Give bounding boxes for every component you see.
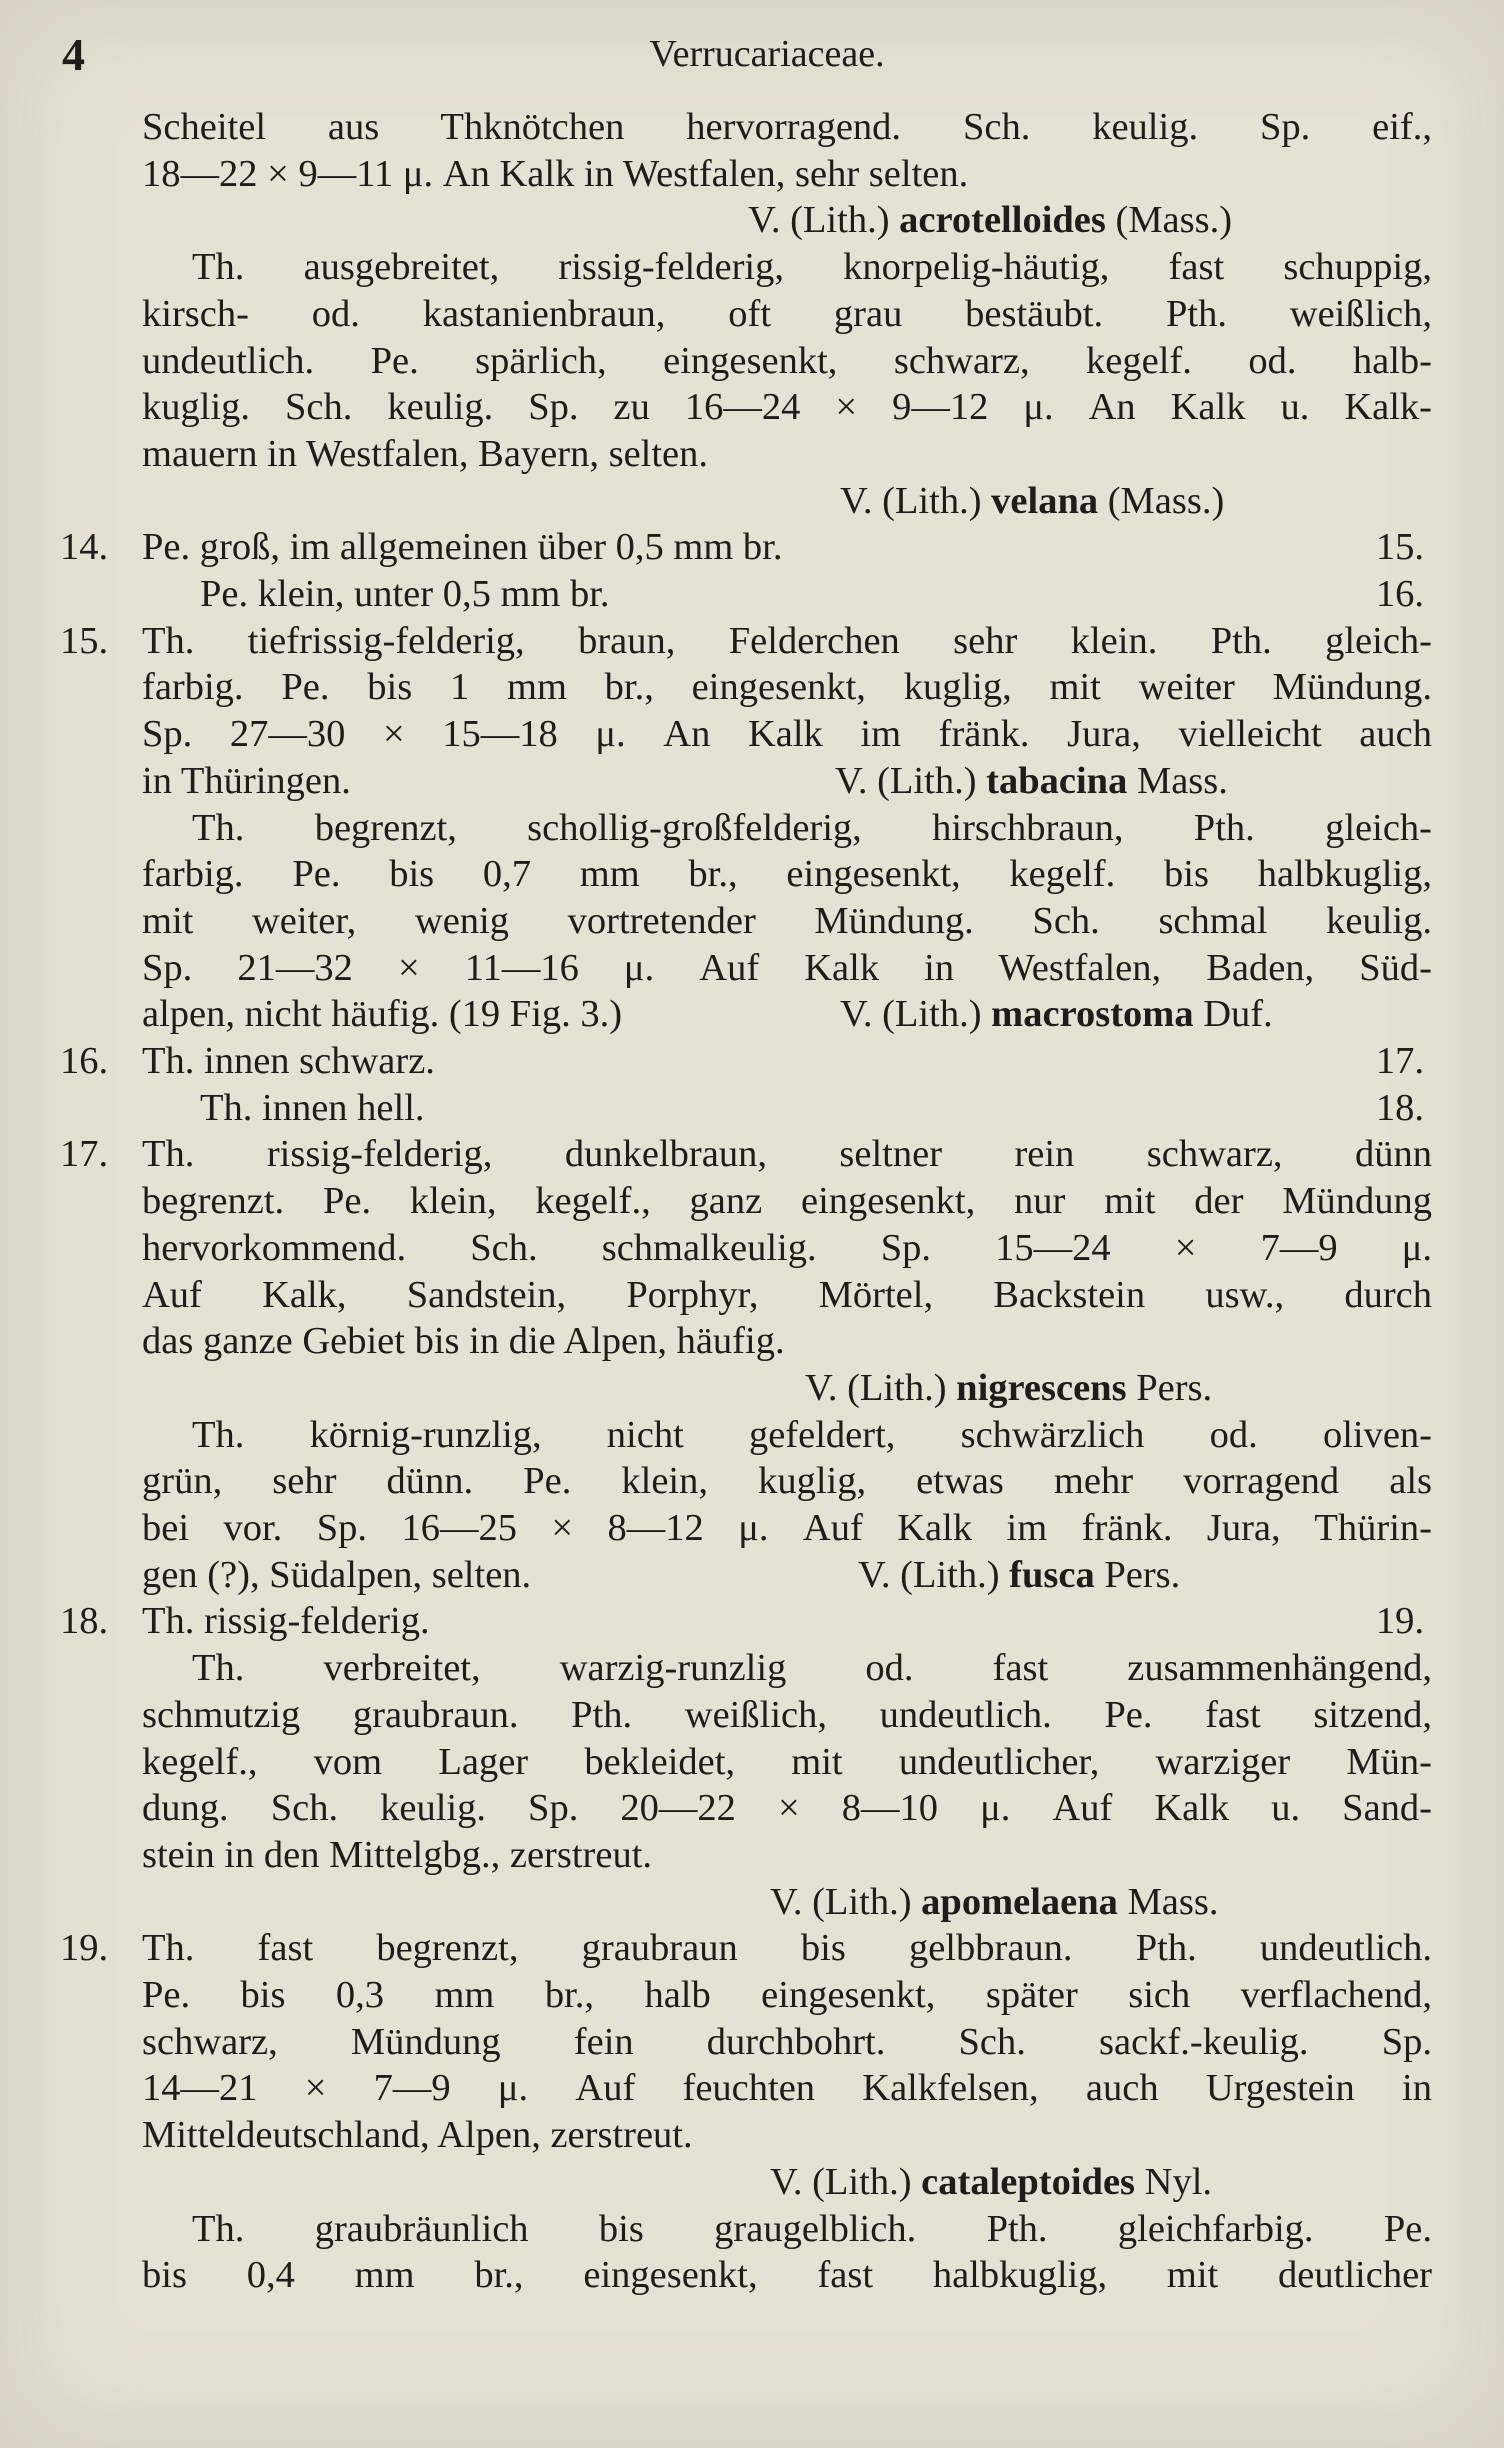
text-line <box>0 1692 1504 1738</box>
description-line: alpen, nicht häufig. (19 Fig. 3.) <box>142 993 623 1035</box>
text-line <box>0 1178 1504 1224</box>
text-line <box>0 711 1504 757</box>
taxon-epithet: tabacina <box>986 760 1128 802</box>
description-line: mit weiter, wenig vortretender Mündung. Sch. schmal keulig. <box>142 900 1432 942</box>
description-line: mauern in Westfalen, Bayern, selten. <box>142 433 709 475</box>
text-line <box>0 2159 1504 2205</box>
text-line <box>0 1879 1504 1925</box>
description-line: Th. körnig-runzlig, nicht gefeldert, schwärzlich od. oliven- <box>192 1414 1432 1456</box>
text-line <box>0 104 1504 150</box>
description-line: kegelf., vom Lager bekleidet, mit undeutlicher, warziger Mün- <box>142 1741 1432 1783</box>
taxon-epithet: acrotelloides <box>899 199 1106 241</box>
couplet-number: 16. <box>60 1040 109 1082</box>
taxon-epithet: nigrescens <box>956 1367 1127 1409</box>
text-line <box>0 1272 1504 1318</box>
description-line: Th. rissig-felderig, dunkelbraun, seltner rein schwarz, dünn <box>142 1133 1432 1175</box>
description-line: Scheitel aus Thknötchen hervorragend. Sch. keulig. Sp. eif., <box>142 106 1432 148</box>
description-line: Sp. 21—32 × 11—16 μ. Auf Kalk in Westfalen, Baden, Süd- <box>142 947 1432 989</box>
description-line: Th. tiefrissig-felderig, braun, Felderchen sehr klein. Pth. gleich- <box>142 620 1432 662</box>
text-line <box>0 2206 1504 2252</box>
text-line <box>0 991 1504 1037</box>
text-line <box>0 2112 1504 2158</box>
description-line: Pe. klein, unter 0,5 mm br. <box>200 573 610 615</box>
text-line <box>0 851 1504 897</box>
text-line <box>0 1131 1504 1177</box>
text-line <box>0 1785 1504 1831</box>
text-line <box>0 1318 1504 1364</box>
description-line: Auf Kalk, Sandstein, Porphyr, Mörtel, Backstein usw., durch <box>142 1274 1432 1316</box>
running-head: Verrucariaceae. <box>649 33 885 75</box>
text-line <box>0 1972 1504 2018</box>
description-line: Mitteldeutschland, Alpen, zerstreut. <box>142 2114 693 2156</box>
taxon-name-line: V. (Lith.) velana (Mass.) <box>840 480 1225 522</box>
description-line: begrenzt. Pe. klein, kegelf., ganz eingesenkt, nur mit der Mündung <box>142 1180 1432 1222</box>
description-line: Th. begrenzt, schollig-großfelderig, hirschbraun, Pth. gleich- <box>192 807 1432 849</box>
text-line <box>0 244 1504 290</box>
description-line: Sp. 27—30 × 15—18 μ. An Kalk im fränk. Jura, vielleicht auch <box>142 713 1432 755</box>
description-line: schmutzig graubraun. Pth. weißlich, undeutlich. Pe. fast sitzend, <box>142 1694 1432 1736</box>
taxon-name-line: V. (Lith.) cataleptoides Nyl. <box>770 2161 1213 2203</box>
text-line <box>0 1458 1504 1504</box>
description-line: farbig. Pe. bis 0,7 mm br., eingesenkt, kegelf. bis halbkuglig, <box>142 853 1432 895</box>
text-line <box>0 1739 1504 1785</box>
taxon-name-line: V. (Lith.) tabacina Mass. <box>835 760 1228 802</box>
description-line: Pe. groß, im allgemeinen über 0,5 mm br. <box>142 526 783 568</box>
couplet-reference: 16. <box>1375 573 1424 615</box>
text-line <box>0 2019 1504 2065</box>
taxon-epithet: apomelaena <box>921 1881 1118 1923</box>
page-header <box>0 28 1504 88</box>
description-line: Th. innen hell. <box>200 1087 425 1129</box>
text-line <box>0 805 1504 851</box>
description-line: kirsch- od. kastanienbraun, oft grau bestäubt. Pth. weißlich, <box>142 293 1432 335</box>
description-line: in Thüringen. <box>142 760 351 802</box>
taxon-epithet: velana <box>991 480 1099 522</box>
text-line <box>0 1365 1504 1411</box>
text-line <box>0 618 1504 664</box>
description-line: Th. graubräunlich bis graugelblich. Pth. gleichfarbig. Pe. <box>192 2208 1432 2250</box>
text-line <box>0 291 1504 337</box>
text-line <box>0 478 1504 524</box>
taxon-name-line: V. (Lith.) apomelaena Mass. <box>770 1881 1219 1923</box>
text-line <box>0 1412 1504 1458</box>
description-line: Th. verbreitet, warzig-runzlig od. fast zusammenhängend, <box>192 1647 1432 1689</box>
text-line <box>0 524 1504 570</box>
taxon-name-line: V. (Lith.) nigrescens Pers. <box>805 1367 1213 1409</box>
text-line <box>0 2252 1504 2298</box>
couplet-number: 14. <box>60 526 109 568</box>
description-line: undeutlich. Pe. spärlich, eingesenkt, schwarz, kegelf. od. halb- <box>142 340 1432 382</box>
couplet-number: 15. <box>60 620 109 662</box>
description-line: Th. innen schwarz. <box>142 1040 435 1082</box>
text-line <box>0 151 1504 197</box>
description-line: gen (?), Südalpen, selten. <box>142 1554 532 1596</box>
description-line: Th. rissig-felderig. <box>142 1600 430 1642</box>
couplet-reference: 19. <box>1375 1600 1424 1642</box>
text-line <box>0 1645 1504 1691</box>
text-line <box>0 1038 1504 1084</box>
text-line <box>0 1505 1504 1551</box>
text-line <box>0 571 1504 617</box>
description-line: schwarz, Mündung fein durchbohrt. Sch. sackf.-keulig. Sp. <box>142 2021 1432 2063</box>
description-line: das ganze Gebiet bis in die Alpen, häufig. <box>142 1320 785 1362</box>
text-line <box>0 758 1504 804</box>
text-line <box>0 1925 1504 1971</box>
taxon-name-line: V. (Lith.) macrostoma Duf. <box>840 993 1273 1035</box>
text-line <box>0 431 1504 477</box>
description-line: bei vor. Sp. 16—25 × 8—12 μ. Auf Kalk im fränk. Jura, Thürin- <box>142 1507 1432 1549</box>
taxon-name-line: V. (Lith.) fusca Pers. <box>858 1554 1181 1596</box>
couplet-number: 17. <box>60 1133 109 1175</box>
taxon-name-line: V. (Lith.) acrotelloides (Mass.) <box>748 199 1233 241</box>
text-line <box>0 945 1504 991</box>
couplet-number: 18. <box>60 1600 109 1642</box>
couplet-reference: 18. <box>1375 1087 1424 1129</box>
description-line: Th. ausgebreitet, rissig-felderig, knorpelig-häutig, fast schuppig, <box>192 246 1432 288</box>
text-line <box>0 384 1504 430</box>
description-line: Pe. bis 0,3 mm br., halb eingesenkt, später sich verflachend, <box>142 1974 1432 2016</box>
text-line <box>0 2065 1504 2111</box>
text-line <box>0 664 1504 710</box>
page-number: 4 <box>62 29 85 80</box>
description-line: stein in den Mittelgbg., zerstreut. <box>142 1834 653 1876</box>
description-line: farbig. Pe. bis 1 mm br., eingesenkt, kuglig, mit weiter Mündung. <box>142 666 1432 708</box>
description-line: 18—22 × 9—11 μ. An Kalk in Westfalen, sehr selten. <box>142 153 969 195</box>
couplet-reference: 17. <box>1375 1040 1424 1082</box>
text-line <box>0 1832 1504 1878</box>
text-line <box>0 338 1504 384</box>
couplet-reference: 15. <box>1375 526 1424 568</box>
taxon-epithet: fusca <box>1009 1554 1095 1596</box>
description-line: 14—21 × 7—9 μ. Auf feuchten Kalkfelsen, auch Urgestein in <box>142 2067 1432 2109</box>
text-line <box>0 1598 1504 1644</box>
description-line: dung. Sch. keulig. Sp. 20—22 × 8—10 μ. Auf Kalk u. Sand- <box>142 1787 1432 1829</box>
text-line <box>0 1225 1504 1271</box>
text-line <box>0 1552 1504 1598</box>
taxon-epithet: macrostoma <box>991 993 1194 1035</box>
couplet-number: 19. <box>60 1927 109 1969</box>
description-line: hervorkommend. Sch. schmalkeulig. Sp. 15—24 × 7—9 μ. <box>142 1227 1432 1269</box>
description-line: kuglig. Sch. keulig. Sp. zu 16—24 × 9—12 μ. An Kalk u. Kalk- <box>142 386 1432 428</box>
description-line: Th. fast begrenzt, graubraun bis gelbbraun. Pth. undeutlich. <box>142 1927 1432 1969</box>
text-line <box>0 197 1504 243</box>
description-line: bis 0,4 mm br., eingesenkt, fast halbkuglig, mit deutlicher <box>142 2254 1432 2296</box>
taxon-epithet: cataleptoides <box>921 2161 1136 2203</box>
text-line <box>0 1085 1504 1131</box>
description-line: grün, sehr dünn. Pe. klein, kuglig, etwas mehr vorragend als <box>142 1460 1432 1502</box>
text-line <box>0 898 1504 944</box>
